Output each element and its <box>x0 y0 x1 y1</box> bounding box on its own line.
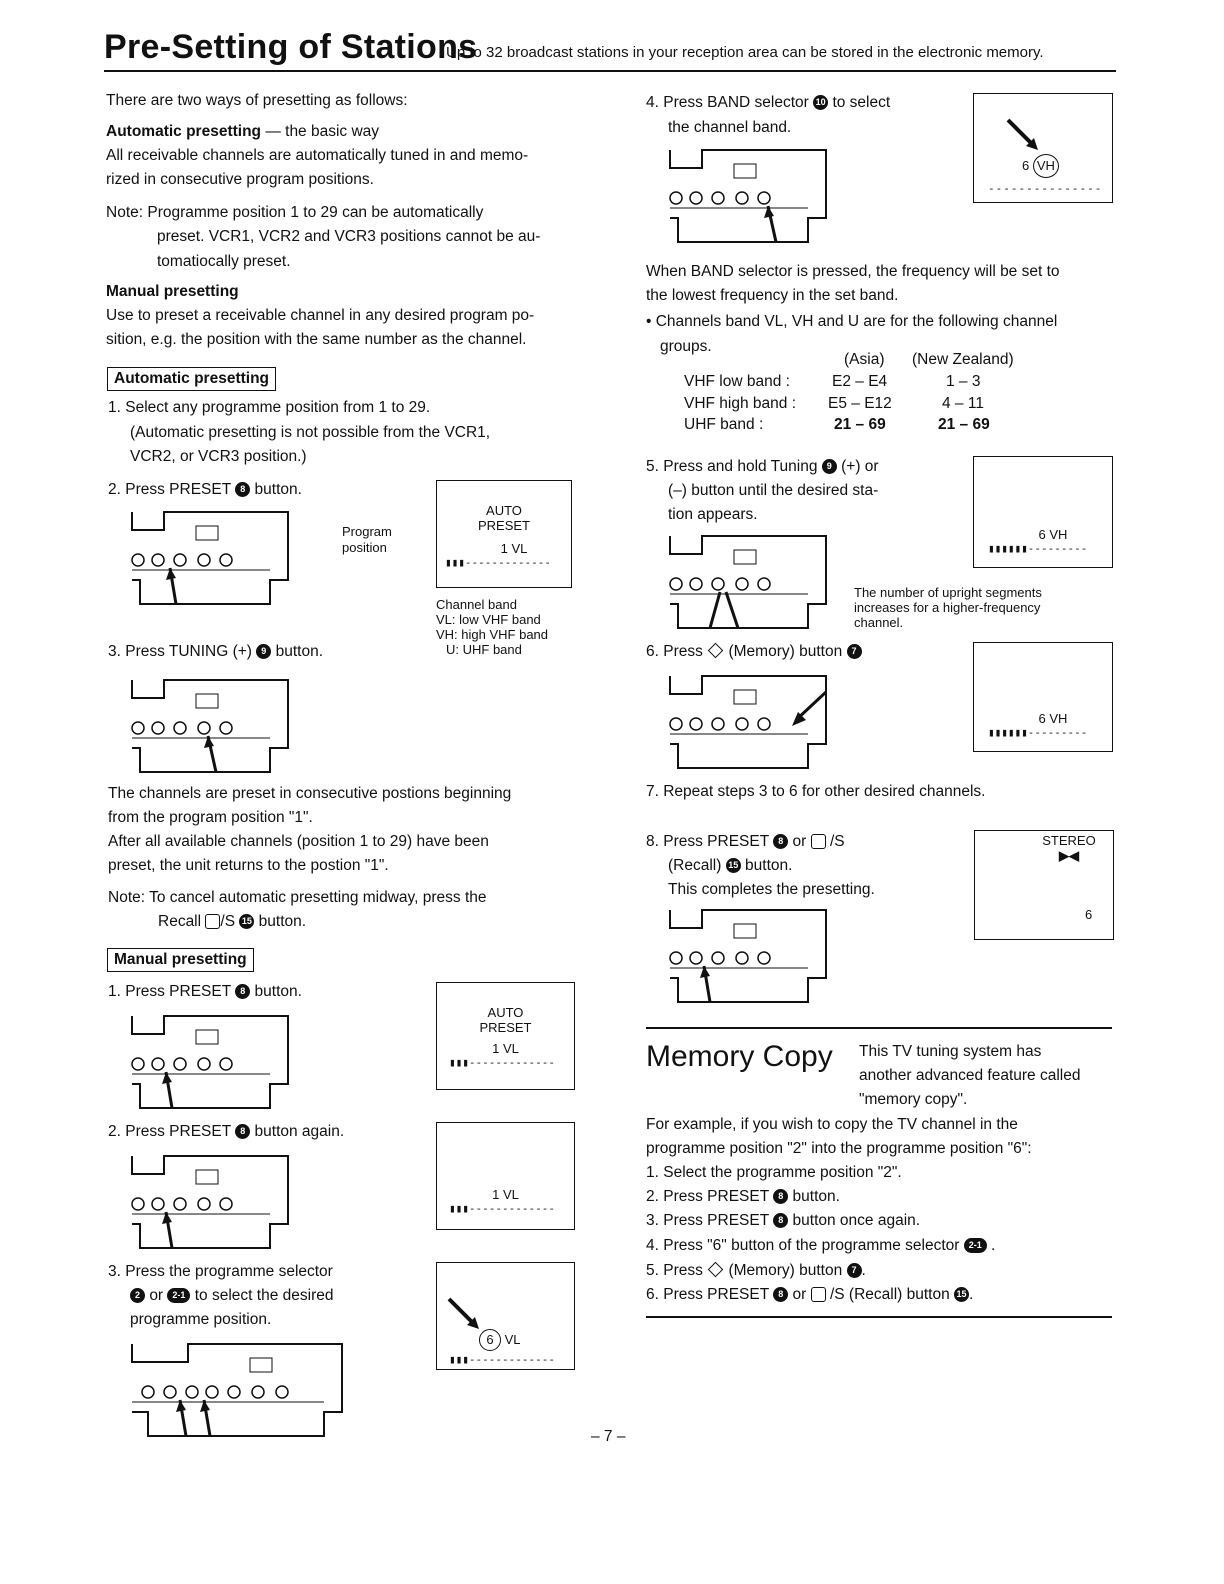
osd-band <box>973 93 1113 203</box>
preset-badge: 8 <box>773 834 788 849</box>
tbl-row-label: VHF high band : <box>684 395 797 412</box>
manual-step3-text: to select the desired <box>194 1287 334 1304</box>
osd-segments: ▮▮▮------------- <box>449 1353 555 1366</box>
tuning-badge: 9 <box>822 459 837 474</box>
memory-copy-top-rule <box>646 1027 1112 1029</box>
manual-step2 <box>108 1120 344 1145</box>
tbl-row-nz: 1 – 3 <box>946 373 981 390</box>
auto-desc-1: All receivable channels are automatically tuned in and memo- <box>106 147 529 164</box>
step6 <box>646 640 862 665</box>
label-channel-band: Channel band <box>436 597 517 612</box>
auto-heading: Automatic presetting <box>106 123 262 140</box>
osd-manual-step3 <box>436 1262 575 1370</box>
auto-step3 <box>108 640 323 665</box>
osd-segments: ▮▮▮------------- <box>449 1056 555 1069</box>
manual-desc-1: Use to preset a receivable channel in any desired program po- <box>106 307 535 324</box>
memory-icon <box>708 643 724 659</box>
osd-segments: ▮▮▮------------- <box>445 556 551 569</box>
auto-step1-line3: VCR2, or VCR3 position.) <box>130 448 307 465</box>
osd-dashes: --------------- <box>988 182 1103 195</box>
control-panel-svg <box>666 906 830 1006</box>
recall-icon <box>205 914 220 929</box>
mc-intro-2: another advanced feature called <box>859 1067 1081 1084</box>
osd-stereo-label: STEREO <box>1042 833 1096 848</box>
recall-badge: 15 <box>239 914 254 929</box>
control-panel-diagram <box>128 1340 346 1440</box>
tbl-row-asia: 21 – 69 <box>834 416 886 433</box>
auto-step2 <box>108 478 302 503</box>
osd-segments: ▮▮▮▮▮▮--------- <box>988 726 1088 739</box>
after-1: After all available channels (position 1 to 29) have been <box>108 833 489 850</box>
control-panel-svg <box>128 1152 292 1252</box>
control-panel-diagram <box>128 508 292 608</box>
seg-note-1: The number of upright segments <box>854 585 1042 600</box>
manual-desc-2: sition, e.g. the position with the same number as the channel. <box>106 331 527 348</box>
prog-pill-badge: 2-1 <box>167 1288 190 1303</box>
tbl-row-label: UHF band : <box>684 416 764 433</box>
osd-line1: AUTO <box>487 1005 524 1020</box>
tbl-row-asia: E2 – E4 <box>832 373 888 390</box>
step5-line3: tion appears. <box>668 506 758 523</box>
osd-tuning <box>973 456 1113 568</box>
band-desc-1: When BAND selector is pressed, the frequency will be set to <box>646 263 1060 280</box>
mc-step1: 1. Select the programme position "2". <box>646 1164 902 1181</box>
control-panel-svg <box>666 532 830 632</box>
osd-num: 6 <box>1085 907 1093 922</box>
mc-step6-text: 6. Press PRESET <box>646 1286 769 1303</box>
control-panel-svg <box>128 676 292 776</box>
recall-icon <box>811 834 826 849</box>
step8-line2 <box>668 854 792 879</box>
step8-text: 8. Press PRESET <box>646 833 769 850</box>
step8-recall: (Recall) <box>668 857 722 874</box>
auto-step2-text: 2. Press PRESET <box>108 481 231 498</box>
manual-step3-line3: programme position. <box>130 1311 272 1328</box>
auto-heading-line <box>106 120 379 145</box>
step8-line1 <box>646 830 845 855</box>
label-position: position <box>342 540 387 555</box>
step8-button: button. <box>745 857 793 874</box>
note2-2 <box>158 910 306 935</box>
osd-channel <box>1022 154 1059 178</box>
mc-step6: 6. Press PRESET 8 or /S (Recall) button 15 . <box>646 1286 974 1303</box>
osd-manual-auto-preset <box>436 982 575 1090</box>
step7: 7. Repeat steps 3 to 6 for other desired channels. <box>646 783 986 800</box>
tbl-row-label: VHF low band : <box>684 373 790 390</box>
preset-badge: 8 <box>235 984 250 999</box>
step5-text: 5. Press and hold Tuning <box>646 458 818 475</box>
step8-or: or <box>792 833 807 850</box>
band-desc-2: the lowest frequency in the set band. <box>646 287 899 304</box>
auto-step1-line2: (Automatic presetting is not possible from the VCR1, <box>130 424 491 441</box>
osd-line2: PRESET <box>479 1020 532 1035</box>
memory-badge: 7 <box>847 1263 862 1278</box>
step5-post: (+) or <box>841 458 879 475</box>
seg-note-2: increases for a higher-frequency <box>854 600 1041 615</box>
auto-heading-suffix: — the basic way <box>265 123 380 140</box>
label-vh: VH: high VHF band <box>436 627 549 642</box>
control-panel-diagram <box>128 676 292 776</box>
bullet-1: • Channels band VL, VH and U are for the following channel <box>646 313 1058 330</box>
mc-step3-post: button once again. <box>792 1212 921 1229</box>
control-panel-diagram <box>128 1152 292 1252</box>
manual-step3-line1: 3. Press the programme selector <box>108 1263 333 1280</box>
mc-example-1: For example, if you wish to copy the TV channel in the <box>646 1116 1018 1133</box>
consec-2: from the program position "1". <box>108 809 313 826</box>
bullet-2: groups. <box>660 338 712 355</box>
header-rule <box>104 70 1116 72</box>
tbl-head-nz: (New Zealand) <box>912 351 1014 368</box>
auto-step2-post: button. <box>254 481 302 498</box>
step5-line1 <box>646 455 879 480</box>
label-vl: VL: low VHF band <box>436 612 541 627</box>
osd-line2: PRESET <box>477 518 530 533</box>
mc-step3 <box>646 1209 920 1234</box>
tbl-head-asia: (Asia) <box>844 351 885 368</box>
auto-desc-2: rized in consecutive program positions. <box>106 171 374 188</box>
note2-s: /S <box>220 913 236 930</box>
osd-channel: 1 VL <box>500 541 528 556</box>
preset-badge: 8 <box>773 1213 788 1228</box>
tbl-row-nz: 21 – 69 <box>938 416 990 433</box>
osd-memory <box>973 642 1113 752</box>
mc-step2-post: button. <box>792 1188 840 1205</box>
control-panel-svg <box>128 508 292 608</box>
auto-step3-post: button. <box>275 643 324 660</box>
manual-step3-line2 <box>130 1284 333 1309</box>
mc-step3-text: 3. Press PRESET <box>646 1212 769 1229</box>
memory-icon <box>708 1262 724 1278</box>
manual-section-box: Manual presetting <box>107 948 254 972</box>
page-title: Pre-Setting of Stations <box>104 28 478 66</box>
band-badge: 10 <box>813 95 828 110</box>
manual-step1-post: button. <box>254 983 302 1000</box>
tbl-row-asia: E5 – E12 <box>828 395 892 412</box>
step8-s: /S <box>829 833 845 850</box>
osd-segments: ▮▮▮------------- <box>449 1202 555 1215</box>
osd-channel: 6 VH <box>1038 711 1068 726</box>
note2-button: button. <box>258 913 307 930</box>
control-panel-diagram <box>666 532 830 632</box>
label-program: Program <box>342 524 392 539</box>
seg-note-3: channel. <box>854 615 904 630</box>
label-u: U: UHF band <box>446 642 522 657</box>
recall-badge: 15 <box>954 1287 969 1302</box>
preset-badge: 8 <box>235 482 250 497</box>
osd-num: 6 <box>1022 158 1030 173</box>
auto-section-box: Automatic presetting <box>107 367 276 391</box>
osd-line1: AUTO <box>486 503 522 518</box>
mc-step5-text: 5. Press <box>646 1262 703 1279</box>
recall-badge: 15 <box>726 858 741 873</box>
control-panel-diagram <box>666 146 830 246</box>
mc-intro-1: This TV tuning system has <box>859 1043 1042 1060</box>
prog-pill-badge: 2-1 <box>964 1238 987 1253</box>
osd-channel <box>479 1329 521 1351</box>
prog-badge: 2 <box>130 1288 145 1303</box>
note2-1: Note: To cancel automatic presetting midway, press the <box>108 889 487 906</box>
note1-line2: preset. VCR1, VCR2 and VCR3 positions cannot be au- <box>157 228 541 245</box>
control-panel-diagram <box>666 672 830 772</box>
auto-step3-text: 3. Press TUNING (+) <box>108 643 252 660</box>
osd-auto-preset <box>436 480 572 588</box>
step4-text: 4. Press BAND selector <box>646 94 809 111</box>
tbl-row-nz: 4 – 11 <box>942 395 984 412</box>
manual-step2-text: 2. Press PRESET <box>108 1123 231 1140</box>
manual-heading: Manual presetting <box>106 283 239 300</box>
control-panel-svg <box>666 146 830 246</box>
step4-line2: the channel band. <box>668 119 792 136</box>
osd-num: 6 <box>479 1329 501 1351</box>
page-subtitle: Up to 32 broadcast stations in your reception area can be stored in the electronic memory. <box>446 44 1044 61</box>
mc-step4-text: 4. Press "6" button of the programme selector <box>646 1237 960 1254</box>
osd-stereo <box>974 830 1114 940</box>
manual-step2-post: button again. <box>254 1123 345 1140</box>
osd-manual-step2 <box>436 1122 575 1230</box>
step6-text: 6. Press <box>646 643 703 660</box>
arrow-icon <box>1004 116 1044 156</box>
osd-channel: 1 VL <box>492 1187 519 1202</box>
mc-step4: 4. Press "6" button of the programme selector 2-1 . <box>646 1237 996 1254</box>
step6-mid: (Memory) button <box>728 643 843 660</box>
note1-line3: tomatiocally preset. <box>157 253 291 270</box>
control-panel-svg <box>128 1012 292 1112</box>
control-panel-diagram <box>128 1012 292 1112</box>
memory-copy-bottom-rule <box>646 1316 1112 1318</box>
recall-icon <box>811 1287 826 1302</box>
mc-step6-post: /S (Recall) button <box>829 1286 950 1303</box>
osd-band: VL <box>504 1332 521 1347</box>
memory-badge: 7 <box>847 644 862 659</box>
mc-example-2: programme position "2" into the programme position "6": <box>646 1140 1032 1157</box>
mc-step5: 5. Press (Memory) button 7 . <box>646 1262 866 1279</box>
mc-step6-or: or <box>792 1286 807 1303</box>
manual-step1 <box>108 980 302 1005</box>
note1-line1: Note: Programme position 1 to 29 can be automatically <box>106 204 484 221</box>
osd-segments: ▮▮▮▮▮▮--------- <box>988 542 1088 555</box>
manual-step3-or: or <box>149 1287 164 1304</box>
preset-badge: 8 <box>235 1124 250 1139</box>
control-panel-svg <box>128 1340 346 1440</box>
intro-text: There are two ways of presetting as follows: <box>106 92 408 109</box>
preset-badge: 8 <box>773 1189 788 1204</box>
after-2: preset, the unit returns to the postion "1". <box>108 857 389 874</box>
stereo-icon: ▶◀ <box>1059 848 1079 863</box>
note2-recall: Recall <box>158 913 202 930</box>
step4-post: to select <box>832 94 891 111</box>
manual-step1-text: 1. Press PRESET <box>108 983 231 1000</box>
tuning-badge: 9 <box>256 644 271 659</box>
auto-step1-line1: 1. Select any programme position from 1 to 29. <box>108 399 431 416</box>
osd-channel: 1 VL <box>492 1041 519 1056</box>
control-panel-svg <box>666 672 830 772</box>
consec-1: The channels are preset in consecutive postions beginning <box>108 785 512 802</box>
step8-line3: This completes the presetting. <box>668 881 875 898</box>
preset-badge: 8 <box>773 1287 788 1302</box>
step4-line1 <box>646 91 890 116</box>
memory-copy-title: Memory Copy <box>646 1040 833 1073</box>
page-number: – 7 – <box>591 1428 626 1445</box>
step5-line2: (–) button until the desired sta- <box>668 482 879 499</box>
mc-intro-3: "memory copy". <box>859 1091 968 1108</box>
mc-step2 <box>646 1185 840 1210</box>
osd-channel: 6 VH <box>1038 527 1068 542</box>
mc-step5-post: (Memory) button <box>728 1262 843 1279</box>
osd-band-value: VH <box>1033 154 1059 178</box>
control-panel-diagram <box>666 906 830 1006</box>
mc-step2-text: 2. Press PRESET <box>646 1188 769 1205</box>
